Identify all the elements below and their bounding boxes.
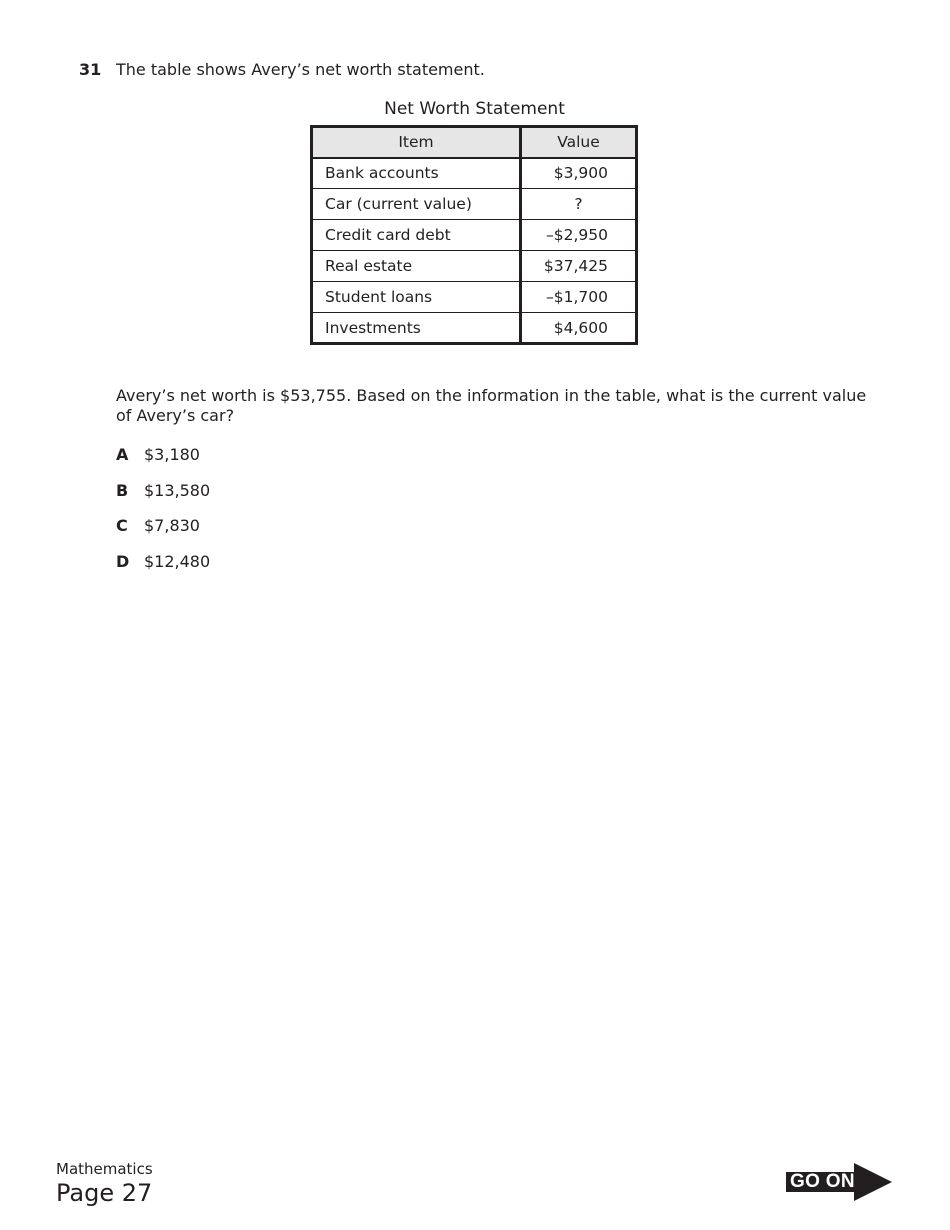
table-row — [312, 313, 637, 344]
table-row — [312, 158, 637, 189]
row-item: Car (current value) — [312, 189, 521, 220]
go-on-button[interactable] — [786, 1162, 894, 1202]
option-text: $12,480 — [144, 551, 211, 571]
table-row — [312, 282, 637, 313]
option-c[interactable] — [116, 516, 210, 552]
table-row — [312, 189, 637, 220]
table-row — [312, 220, 637, 251]
question-number: 31 — [79, 60, 102, 79]
answer-options — [116, 445, 210, 587]
question-stem: The table shows Avery’s net worth statement. — [116, 60, 485, 79]
header-value: Value — [521, 127, 637, 158]
row-item: Investments — [312, 313, 521, 344]
option-b[interactable] — [116, 481, 210, 517]
option-a[interactable] — [116, 445, 210, 481]
row-value: $3,900 — [521, 158, 637, 189]
row-item: Student loans — [312, 282, 521, 313]
option-text: $13,580 — [144, 480, 211, 500]
footer-page-number: Page 27 — [56, 1179, 153, 1207]
row-item: Real estate — [312, 251, 521, 282]
row-value: $37,425 — [521, 251, 637, 282]
table-header-row — [312, 127, 637, 158]
table-title: Net Worth Statement — [384, 99, 565, 119]
option-d[interactable] — [116, 552, 210, 588]
footer-subject: Mathematics — [56, 1160, 153, 1178]
table-row — [312, 251, 637, 282]
question-body: Avery’s net worth is $53,755. Based on the information in the table, what is the current value of Avery’s car? — [116, 386, 867, 425]
option-letter: A — [116, 445, 129, 464]
option-letter: B — [116, 480, 129, 500]
net-worth-table — [310, 125, 638, 345]
row-item: Credit card debt — [312, 220, 521, 251]
go-on-label: GO ON — [790, 1171, 855, 1192]
row-value: $4,600 — [521, 313, 637, 344]
option-letter: D — [116, 551, 130, 571]
option-letter: C — [116, 516, 128, 535]
header-item: Item — [312, 127, 521, 158]
row-value: –$2,950 — [521, 220, 637, 251]
row-item: Bank accounts — [312, 158, 521, 189]
option-text: $3,180 — [144, 445, 200, 464]
row-value: –$1,700 — [521, 282, 637, 313]
option-text: $7,830 — [144, 516, 200, 535]
row-value: ? — [521, 189, 637, 220]
